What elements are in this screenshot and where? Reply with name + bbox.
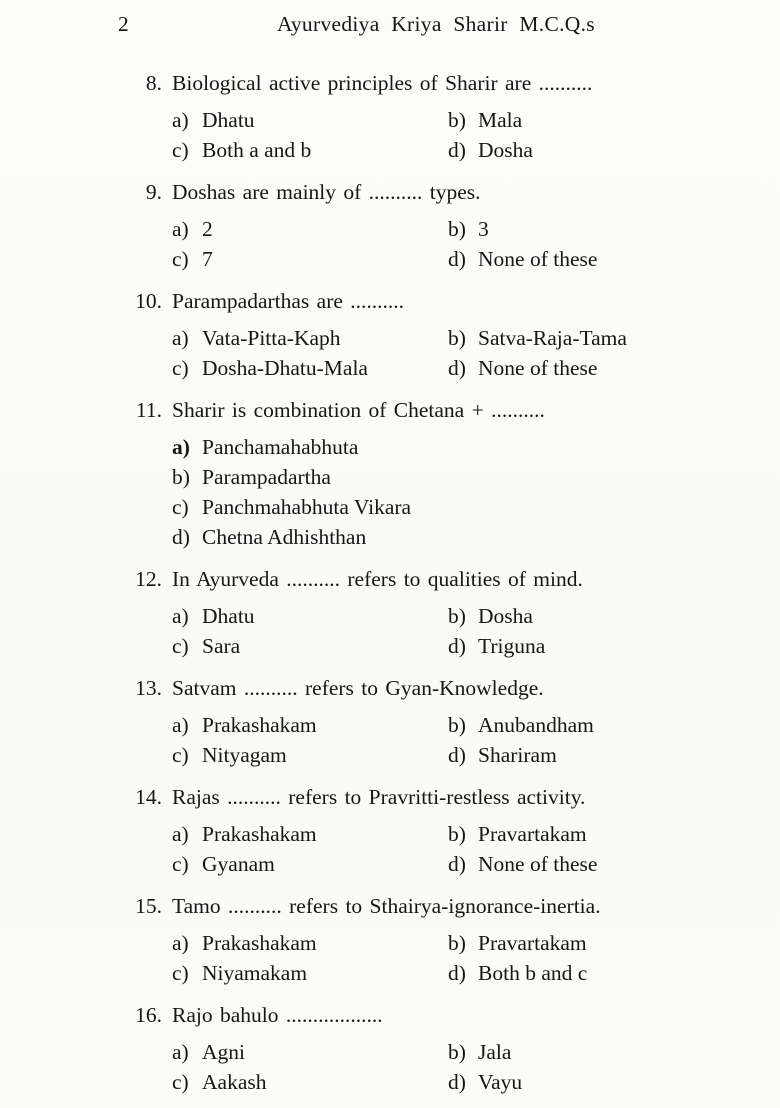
option-d	[448, 631, 780, 661]
option-letter: d)	[448, 961, 466, 985]
option-c	[172, 244, 448, 274]
option-letter: b)	[448, 217, 466, 241]
page-header	[0, 0, 780, 46]
option-text: Dosha-Dhatu-Mala	[202, 356, 368, 380]
option-letter: d)	[448, 634, 466, 658]
option-d	[448, 353, 780, 383]
option-letter: b)	[448, 713, 466, 737]
option-text: 7	[202, 247, 213, 271]
question-10	[0, 286, 780, 383]
option-text: Nityagam	[202, 743, 287, 767]
option-letter: b)	[448, 822, 466, 846]
option-b	[448, 1037, 780, 1067]
question-number: 12.	[135, 567, 162, 591]
option-text: Panchmahabhuta Vikara	[202, 495, 412, 519]
option-text: Gyanam	[202, 852, 275, 876]
option-text: Vayu	[478, 1070, 523, 1094]
question-text: Rajo bahulo ..................	[172, 1003, 383, 1027]
option-a	[172, 710, 448, 740]
option-a	[172, 819, 448, 849]
option-letter: d)	[448, 138, 466, 162]
option-letter: a)	[172, 822, 189, 846]
option-text: Both b and c	[478, 961, 588, 985]
option-text: Vata-Pitta-Kaph	[202, 326, 341, 350]
option-d	[448, 740, 780, 770]
question-number: 8.	[145, 71, 162, 95]
option-text: None of these	[478, 852, 598, 876]
option-letter: c)	[172, 356, 189, 380]
option-letter: d)	[448, 1070, 466, 1094]
option-text: Satva-Raja-Tama	[478, 326, 627, 350]
option-letter: a)	[172, 217, 189, 241]
option-letter: b)	[448, 1040, 466, 1064]
option-text: Both a and b	[202, 138, 312, 162]
question-text: Doshas are mainly of .......... types.	[172, 180, 481, 204]
option-text: Jala	[478, 1040, 512, 1064]
option-text: Anubandham	[478, 713, 594, 737]
question-number: 10.	[135, 289, 162, 313]
option-text: Prakashakam	[202, 713, 317, 737]
question-text: Satvam .......... refers to Gyan-Knowledge.	[172, 676, 544, 700]
option-d	[448, 849, 780, 879]
option-text: Pravartakam	[478, 822, 587, 846]
option-letter: b)	[448, 604, 466, 628]
question-text: In Ayurveda .......... refers to qualities of mind.	[172, 567, 583, 591]
option-b	[448, 214, 780, 244]
option-b	[448, 323, 780, 353]
question-number: 9.	[145, 180, 162, 204]
option-letter: a)	[172, 713, 189, 737]
option-b	[172, 462, 780, 492]
question-12	[0, 564, 780, 661]
page-number: 2	[118, 12, 129, 36]
page-title: Ayurvediya Kriya Sharir M.C.Q.s	[277, 12, 595, 36]
question-number: 16.	[135, 1003, 162, 1027]
option-letter: c)	[172, 138, 189, 162]
option-a	[172, 323, 448, 353]
option-letter: b)	[172, 465, 190, 489]
option-c	[172, 849, 448, 879]
option-a	[172, 214, 448, 244]
option-text: Agni	[202, 1040, 245, 1064]
option-a	[172, 601, 448, 631]
option-letter: a)	[172, 931, 189, 955]
option-text: Triguna	[478, 634, 546, 658]
option-b	[448, 601, 780, 631]
question-9	[0, 177, 780, 274]
option-text: Sara	[202, 634, 241, 658]
option-b	[448, 105, 780, 135]
option-letter: c)	[172, 852, 189, 876]
question-15	[0, 891, 780, 988]
question-13	[0, 673, 780, 770]
question-text: Tamo .......... refers to Sthairya-ignorance-inertia.	[172, 894, 601, 918]
question-text: Biological active principles of Sharir are ..........	[172, 71, 593, 95]
option-b	[448, 710, 780, 740]
option-letter: c)	[172, 634, 189, 658]
option-letter: b)	[448, 326, 466, 350]
option-b	[448, 928, 780, 958]
option-a	[172, 432, 780, 462]
option-a	[172, 928, 448, 958]
question-16	[0, 1000, 780, 1097]
option-letter: d)	[448, 356, 466, 380]
option-letter: a)	[172, 604, 189, 628]
option-text: 2	[202, 217, 213, 241]
option-letter: a)	[172, 435, 190, 459]
option-letter: c)	[172, 743, 189, 767]
option-a	[172, 105, 448, 135]
option-c	[172, 492, 780, 522]
option-letter: a)	[172, 1040, 189, 1064]
option-c	[172, 958, 448, 988]
option-letter: c)	[172, 961, 189, 985]
option-d	[448, 244, 780, 274]
question-text: Parampadarthas are ..........	[172, 289, 405, 313]
option-a	[172, 1037, 448, 1067]
option-text: None of these	[478, 247, 598, 271]
option-text: Panchamahabhuta	[202, 435, 359, 459]
question-number: 13.	[135, 676, 162, 700]
option-c	[172, 740, 448, 770]
option-text: None of these	[478, 356, 598, 380]
option-letter: c)	[172, 495, 189, 519]
question-number: 15.	[135, 894, 162, 918]
option-text: Mala	[478, 108, 523, 132]
question-number: 11.	[135, 398, 162, 422]
option-c	[172, 135, 448, 165]
option-letter: b)	[448, 931, 466, 955]
option-text: Dhatu	[202, 108, 255, 132]
option-text: Dosha	[478, 604, 533, 628]
option-d	[448, 958, 780, 988]
option-text: 3	[478, 217, 489, 241]
option-letter: a)	[172, 108, 189, 132]
option-b	[448, 819, 780, 849]
option-letter: d)	[172, 525, 190, 549]
question-11	[0, 395, 780, 552]
option-text: Pravartakam	[478, 931, 587, 955]
option-letter: c)	[172, 1070, 189, 1094]
option-letter: d)	[448, 247, 466, 271]
option-letter: d)	[448, 852, 466, 876]
option-text: Shariram	[478, 743, 557, 767]
option-text: Prakashakam	[202, 822, 317, 846]
option-text: Dosha	[478, 138, 533, 162]
option-text: Parampadartha	[202, 465, 331, 489]
question-text: Sharir is combination of Chetana + ..........	[172, 398, 545, 422]
option-d	[448, 1067, 780, 1097]
option-letter: c)	[172, 247, 189, 271]
question-14	[0, 782, 780, 879]
option-letter: b)	[448, 108, 466, 132]
question-8	[0, 68, 780, 165]
option-text: Dhatu	[202, 604, 255, 628]
option-d	[172, 522, 780, 552]
option-letter: d)	[448, 743, 466, 767]
option-d	[448, 135, 780, 165]
option-text: Niyamakam	[202, 961, 308, 985]
option-text: Prakashakam	[202, 931, 317, 955]
question-text: Rajas .......... refers to Pravritti-restless activity.	[172, 785, 586, 809]
option-c	[172, 353, 448, 383]
question-number: 14.	[135, 785, 162, 809]
option-letter: a)	[172, 326, 189, 350]
option-text: Aakash	[202, 1070, 267, 1094]
option-text: Chetna Adhishthan	[202, 525, 367, 549]
option-c	[172, 631, 448, 661]
questions-list	[0, 68, 780, 1097]
option-c	[172, 1067, 448, 1097]
